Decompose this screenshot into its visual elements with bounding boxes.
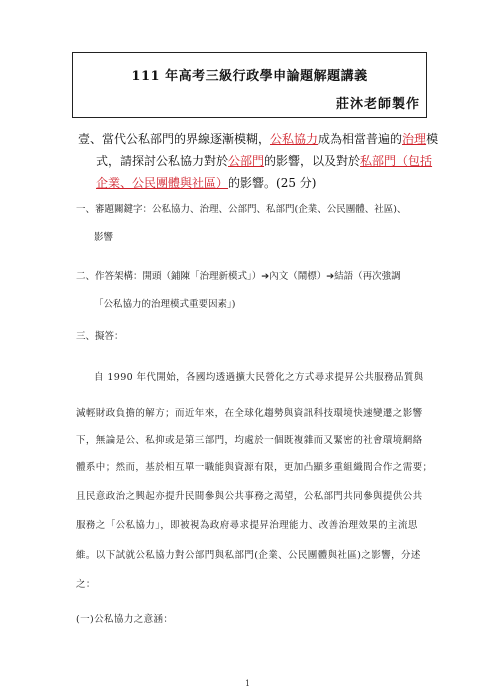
answer-line: 服務之「公私協力」，即被視為政府尋求提昇治理能力、改善治理效果的主流思 (76, 520, 418, 531)
page-number: 1 (244, 679, 251, 688)
answer-line: 之： (76, 579, 96, 590)
question-line-2 (78, 150, 433, 172)
keyword-public-private-partnership: 公私協力 (270, 132, 319, 146)
answer-line: 減輕財政負擔的解方；而近年來，在全球化趨勢與資訊科技環境快速變遷之影響 (76, 408, 423, 419)
document-title: 111 年高考三級行政學申論題解題講義 (131, 69, 368, 84)
question-text: 式，請探討公私協力對於 (96, 154, 229, 168)
answer-line: 體系中；然而，基於相互單一職能與資源有限，更加凸顯多重組織間合作之需要； (76, 462, 433, 473)
question-line-1 (78, 128, 439, 150)
keyword-governance: 治理 (402, 132, 427, 146)
section-structure-line-1: 二、作答架構：開頭（鋪陳「治理新模式」）➔內文（鬧標）➔結語（再次強調 (76, 271, 401, 282)
title-box (72, 52, 427, 118)
question-block (78, 128, 439, 194)
question-text: 壹、當代公私部門的界線逐漸模糊， (78, 132, 271, 146)
keyword-public-sector: 公部門 (228, 154, 265, 168)
keyword-private-sector-detail: 企業、公民團體與社區） (96, 176, 229, 190)
answer-line: 且民意政治之興起亦提升民間參與公共事務之渴望，公私部門共同參與提供公共 (76, 491, 423, 502)
keyword-private-sector: 私部門（包括 (360, 154, 433, 168)
question-text: 成為相當普遍的 (318, 132, 403, 146)
section-keywords-line-2: 影響 (94, 232, 114, 243)
question-line-3 (78, 172, 428, 194)
answer-line: 維。以下試就公私協力對公部門與私部門(企業、公民團體與社區)之影響，分述 (76, 550, 421, 561)
section-answer-heading: 三、擬答： (76, 331, 124, 342)
answer-line: 下，無論是公、私抑或是第三部門，均處於一個既複雜而又緊密的社會環境網絡 (76, 435, 423, 446)
answer-subheading: (一)公私協力之意涵： (76, 614, 174, 625)
answer-line: 自 1990 年代開始，各國均透過擴大民營化之方式尋求提昇公共服務品質與 (94, 372, 424, 383)
author-credit: 莊沐老師製作 (335, 97, 420, 112)
section-structure-line-2: 「公私協力的治理模式重要因素」) (94, 299, 236, 310)
question-text: 模 (426, 132, 439, 146)
question-text: 的影響。(25 分) (228, 176, 317, 190)
section-keywords-line-1: 一、審題關鍵字：公私協力、治理、公部門、私部門(企業、公民團體、社區)、 (76, 204, 407, 215)
question-text: 的影響，以及對於 (264, 154, 361, 168)
